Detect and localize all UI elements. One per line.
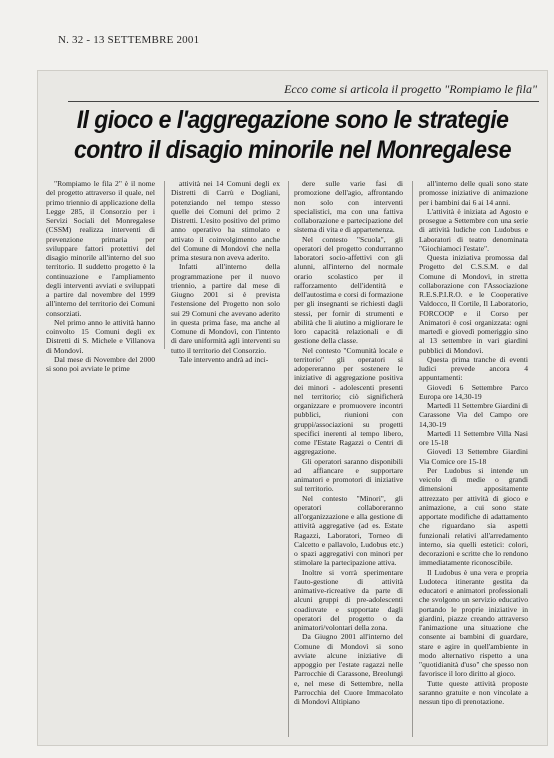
- paragraph: Da Giugno 2001 all'interno del Comune di Mondovì si sono avviate alcune iniziative di appoggio per l'estate ragazzi nelle Parrocchie di Carassone, Breolungi e, nel mese di Settembre, nella Parrocchia del Cuore Immacolato di Mondovì Altipiano: [294, 632, 403, 706]
- paragraph: Per Ludobus si intende un veicolo di medie o grandi dimensioni appositamente attrezzato per attività di gioco e animazione, a cui sono state apportate modifiche di adattamento che riguardano sia aspetti funzionali relativi all'arredamento interno, sia quelli estetici: colori, decorazioni e scritte che lo rendono immediatamente riconoscibile.: [419, 465, 528, 568]
- paragraph: Infatti all'interno della programmazione per il nuovo triennio, a partire dal mese di Giugno 2001 si è prevista l'estensione del Progetto non solo sui 29 Comuni che avevano aderito in questa prima fase, ma anche al Comune di Mondovì, con l'intento di dare uniformità agli interventi su tutto il territorio del Consorzio.: [171, 262, 280, 355]
- paragraph: Dal mese di Novembre del 2000 si sono poi avviate le prime: [46, 354, 155, 373]
- article-kicker: Ecco come si articola il progetto "Rompiamo le fila": [284, 82, 537, 96]
- paragraph: Tutte queste attività proposte saranno gratuite e non vincolate a nessun tipo di prenotazione.: [419, 678, 528, 706]
- paragraph: L'attività è iniziata ad Agosto e prosegue a Settembre con una serie di attività ludiche con Ludobus e Laboratori di teatro denominata "Giochiamoci l'estate".: [419, 206, 528, 253]
- issue-dateline: N. 32 - 13 SETTEMBRE 2001: [58, 34, 200, 46]
- paragraph: Inoltre si vorrà sperimentare l'auto-gestione di attività animative-ricreative da parte di alcuni gruppi di pre-adolescenti coadiuvate e supportate dagli operatori del progetto o da animatori/volontari della zona.: [294, 567, 403, 632]
- column-1: [46, 179, 155, 373]
- kicker-divider: [68, 101, 539, 102]
- paragraph: Gli operatori saranno disponibili ad affiancare e supportare animatori e promotori di iniziative sul territorio.: [294, 456, 403, 494]
- paragraph: Martedì 11 Settembre Giardini di Carassone Via del Campo ore 14,30-19: [419, 401, 528, 429]
- paragraph: Martedì 11 Settembre Villa Nasi ore 15-18: [419, 428, 528, 447]
- paragraph: Nel contesto "Scuola", gli operatori del progetto condurranno laboratori socio-affettivi con gli alunni, all'interno del normale orario scolastico per il rafforzamento dell'identità e dell'autostima e corsi di formazione per gli insegnanti se richiesti dagli stessi, per fornir di strumenti e abilità che li aiutino a migliorare le loro capacità relazionali e di gestione della classe.: [294, 234, 403, 346]
- column-3: [294, 179, 403, 739]
- paragraph: Questa iniziativa promossa dal Progetto del C.S.S.M. e dal Comune di Mondovì, in stretta collaborazione con l'Associazione R.E.S.P.I.R.O. e le Cooperative Valdocco, Il Cortile, Il Laboratorio, FORCOOP e il Corso per Animatori è così organizzata: ogni martedì e giovedì pomeriggio sino al 13 settembre in vari giardini pubblici di Mondovì.: [419, 253, 528, 355]
- column-divider: [164, 181, 165, 349]
- paragraph: all'interno delle quali sono state promosse iniziative di animazione per i bambini dai 6 ai 14 anni.: [419, 179, 528, 207]
- column-2: [171, 179, 280, 364]
- paragraph: attività nei 14 Comuni degli ex Distretti di Carrù e Dogliani, potenziando nel tempo stesso quelle dei Comuni del primo 2 Distretti. L'esito positivo del primo anno operativo ha stimolato e attivato il coinvolgimento anche del Comune di Mondovì che nella prima stesura non aveva aderito.: [171, 179, 280, 262]
- paragraph: Il Ludobus è una vera e propria Ludoteca itinerante gestita da educatori e animatori professionali che svolgono un servizio educativo portando le proprie iniziative in giardini, piazze creando attraverso l'animazione una situazione che consente ai bambini di guardare, stare e agire in quell'ambiente in modo alternativo rispetto a una "quotidianità d'uso" che spesso non favorisce il loro diritto al gioco.: [419, 567, 528, 679]
- paragraph: Nel primo anno le attività hanno coinvolto 15 Comuni degli ex Distretti di S. Michele e Villanova di Mondovì.: [46, 317, 155, 355]
- paragraph: Giovedì 6 Settembre Parco Europa ore 14,30-19: [419, 382, 528, 401]
- newspaper-clipping: [37, 70, 548, 746]
- column-divider: [288, 181, 289, 737]
- headline-line-1: Il gioco e l'aggregazione sono le strategie: [76, 106, 509, 134]
- paragraph: Questa prima tranche di eventi ludici prevede ancora 4 appuntamenti:: [419, 354, 528, 383]
- paragraph: Nel contesto "Comunità locale e territorio" gli operatori si adopereranno per sostenere le iniziative di aggregazione positiva dei minori - adolescenti presenti nel territorio; ciò significherà organizzare e promuovere incontri pubblici, riunioni con gruppi/associazioni su progetti specifici inerenti al tempo libero, come l'Estate Ragazzi o Centri di aggregazione.: [294, 345, 403, 457]
- headline-line-2: contro il disagio minorile nel Monregalese: [74, 136, 511, 164]
- column-4: [419, 179, 528, 739]
- paragraph: dere sulle varie fasi di promozione dell'agio, affrontando non solo con interventi specialistici, ma con una fattiva collaborazione e partecipazione del sistema di vita e di appartenenza.: [294, 179, 403, 235]
- paragraph: "Rompiamo le fila 2" è il nome del progetto attraverso il quale, nel primo triennio di applicazione della Legge 285, il Consorzio per i Servizi Sociali del Monregalese (CSSM) realizza interventi di prevenzione primaria per sviluppare fattori protettivi del disagio minorile all'interno del suo territorio. Il suddetto progetto è la continuazione e l'ampliamento degli interventi avviati e sviluppati a partire dal novembre del 1999 all'interno del territorio dei Comuni consorziati.: [46, 179, 155, 318]
- article-headline: [62, 105, 523, 165]
- column-divider: [412, 181, 413, 737]
- paragraph: Giovedì 13 Settembre Giardini Via Comice ore 15-18: [419, 447, 528, 466]
- article-body: [46, 179, 541, 739]
- paragraph: Nel contesto "Minori", gli operatori collaboreranno all'organizzazione e alla gestione di attività aggregative (ad es. Estate Ragazzi, Laboratori, Torneo di Calcetto e pallavolo, Ludobus etc.) o spazi aggregativi con minori per stimolare la partecipazione attiva.: [294, 493, 403, 568]
- paragraph: Tale intervento andrà ad inci-: [179, 354, 269, 364]
